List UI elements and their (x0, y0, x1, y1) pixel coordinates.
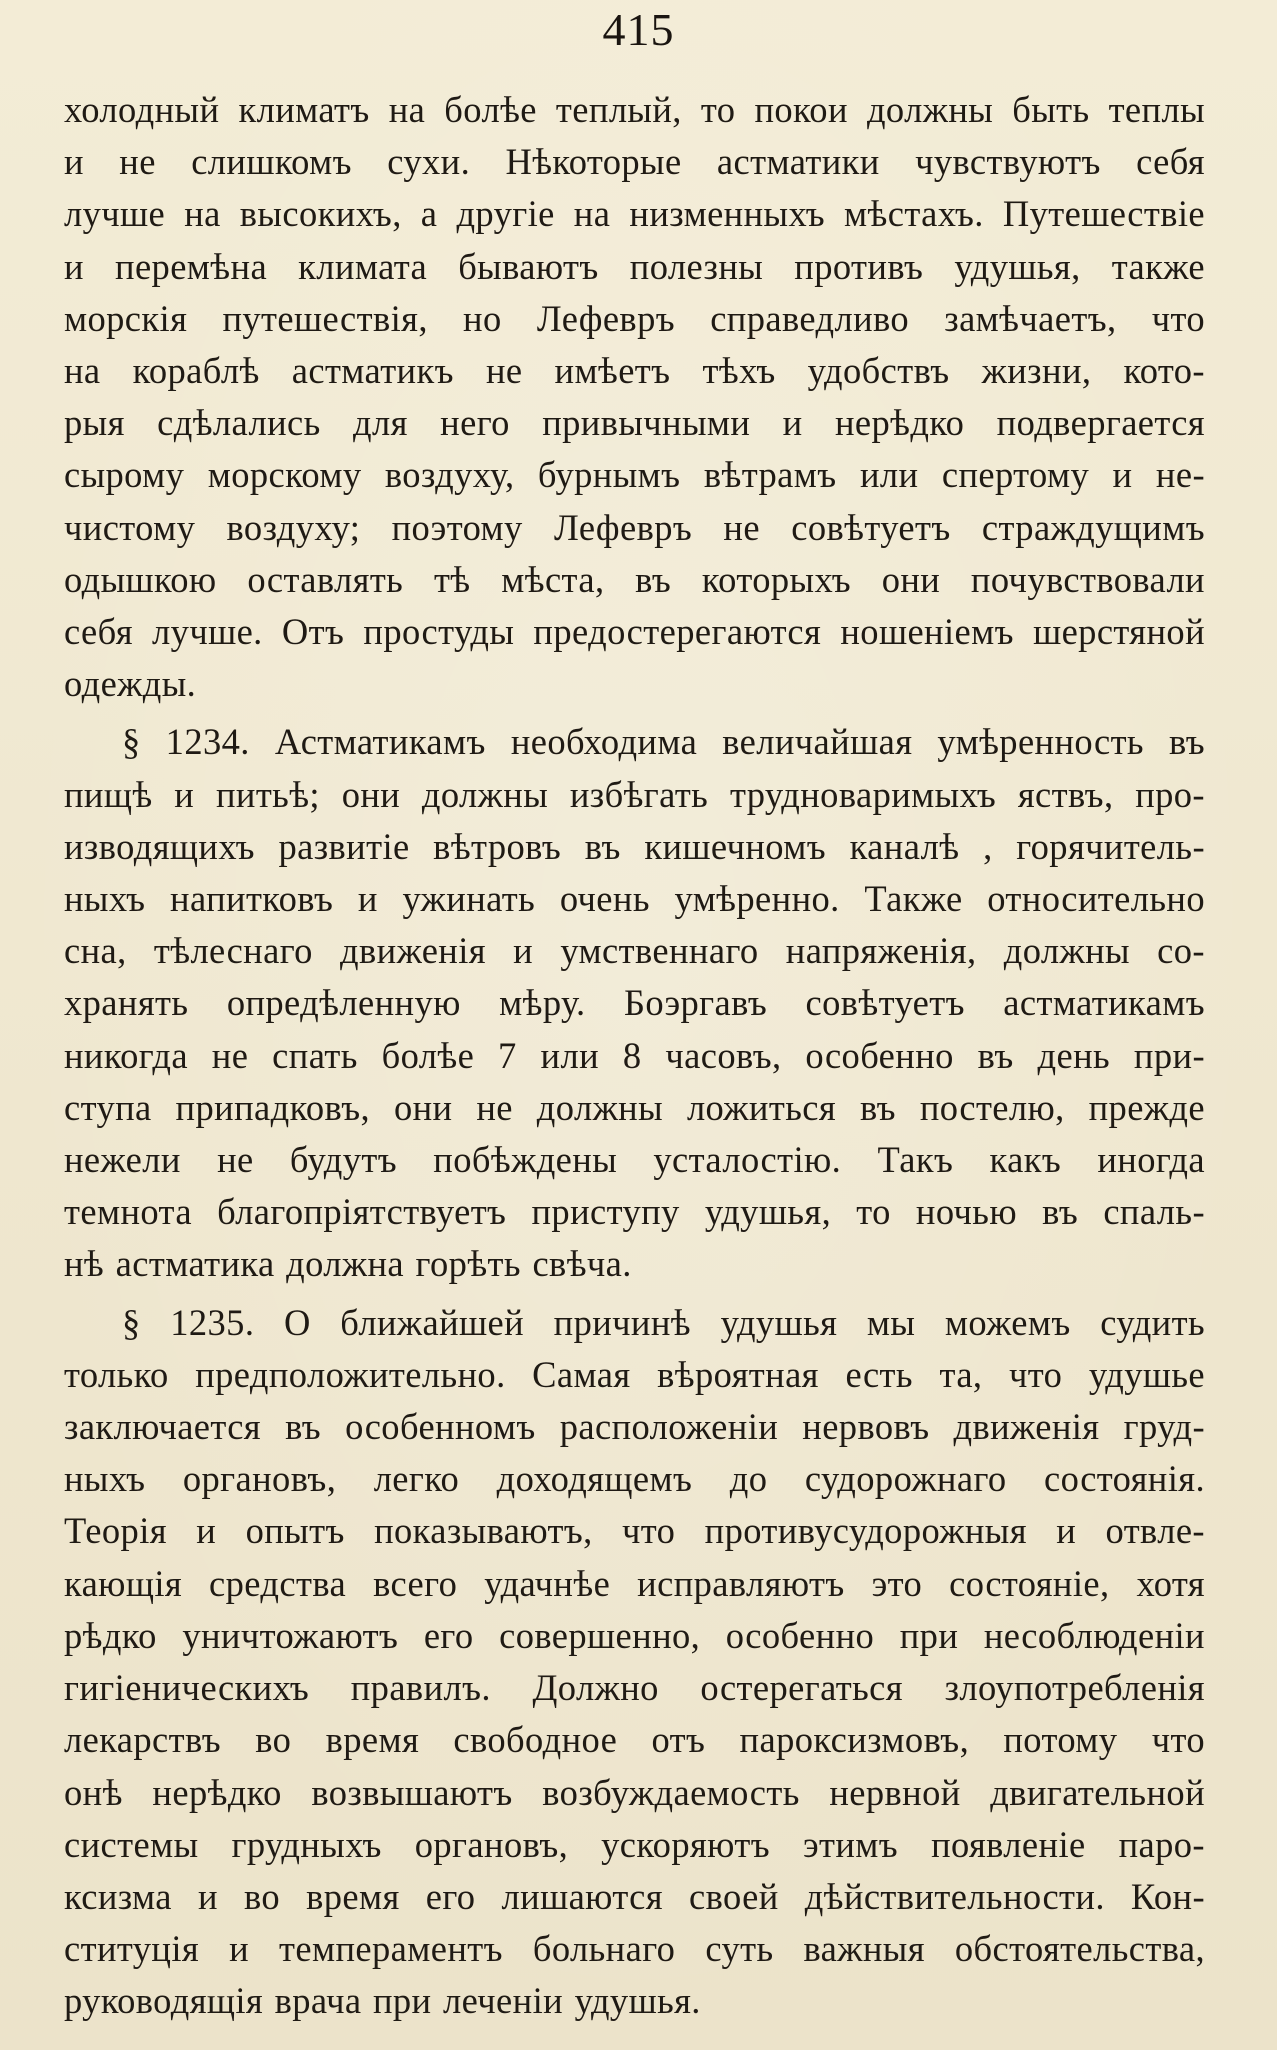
text-line: сна, тѣлеснаго движенія и умственнаго напряженія, должны со- (64, 930, 1205, 972)
text-line: заключается въ особенномъ расположеніи нервовъ движенія груд- (64, 1406, 1205, 1448)
text-line: и перемѣна климата бываютъ полезны противъ удушья, также (64, 245, 1205, 287)
text-line: § 1234. Астматикамъ необходима величайшая умѣренность въ (122, 721, 1205, 763)
text-line: ныхъ органовъ, легко доходящемъ до судорожнаго состоянія. (64, 1458, 1205, 1500)
text-line: Теорія и опытъ показываютъ, что противусудорожныя и отвле- (64, 1510, 1205, 1552)
text-line: на кораблѣ астматикъ не имѣетъ тѣхъ удобствъ жизни, кото- (64, 350, 1205, 392)
text-line: только предположительно. Самая вѣроятная есть та, что удушье (64, 1353, 1205, 1395)
text-line: никогда не спать болѣе 7 или 8 часовъ, особенно въ день при- (64, 1034, 1205, 1076)
text-line: онѣ нерѣдко возвышаютъ возбуждаемость нервной двигательной (64, 1771, 1205, 1813)
text-line: пищѣ и питьѣ; они должны избѣгать трудноваримыхъ яствъ, про- (64, 773, 1205, 815)
text-line: ституція и темпераментъ больнаго суть важныя обстоятельства, (64, 1928, 1205, 1970)
text-line: чистому воздуху; поэтому Лефевръ не совѣтуетъ страждущимъ (64, 506, 1205, 548)
text-line: одышкою оставлять тѣ мѣста, въ которыхъ они почувствовали (64, 558, 1205, 600)
page-text (64, 84, 1205, 2028)
text-line: ксизма и во время его лишаются своей дѣйствительности. Кон- (64, 1875, 1205, 1917)
text-line: руководящія врача при леченіи удушья. (64, 1980, 701, 2022)
text-line: одежды. (64, 663, 197, 705)
paragraph (64, 84, 1205, 710)
text-line: холодный климатъ на болѣе теплый, то покои должны быть теплы (64, 89, 1205, 130)
text-line: гигіеническихъ правилъ. Должно остерегаться злоупотребленія (64, 1667, 1205, 1709)
text-line: лекарствъ во время свободное отъ пароксизмовъ, потому что (64, 1719, 1205, 1761)
paragraph-1234 (64, 716, 1205, 1290)
paragraph-1235 (64, 1297, 1205, 2028)
text-line: кающія средства всего удачнѣе исправляютъ это состояніе, хотя (64, 1562, 1205, 1604)
text-line: морскія путешествія, но Лефевръ справедливо замѣчаетъ, что (64, 297, 1205, 339)
text-line: ныхъ напитковъ и ужинать очень умѣренно. Также относительно (64, 878, 1205, 920)
text-line: нежели не будутъ побѣждены усталостію. Такъ какъ иногда (64, 1139, 1205, 1181)
page-number: 415 (602, 4, 675, 55)
text-line: ступа припадковъ, они не должны ложиться въ постелю, прежде (64, 1086, 1205, 1128)
text-line: системы грудныхъ органовъ, ускоряютъ этимъ появленіе паро- (64, 1823, 1205, 1865)
text-line: хранять опредѣленную мѣру. Боэргавъ совѣтуетъ астматикамъ (64, 982, 1205, 1024)
text-line: рыя сдѣлались для него привычными и нерѣдко подвергается (64, 402, 1205, 444)
text-line: нѣ астматика должна горѣть свѣча. (64, 1243, 632, 1285)
text-line: и не слишкомъ сухи. Нѣкоторые астматики чувствуютъ себя (64, 141, 1205, 183)
text-line: лучше на высокихъ, а другіе на низменныхъ мѣстахъ. Путешествіе (64, 193, 1205, 235)
text-line: сырому морскому воздуху, бурнымъ вѣтрамъ или спертому и не- (64, 454, 1205, 496)
text-line: себя лучше. Отъ простуды предостерегаются ношеніемъ шерстяной (64, 611, 1205, 653)
text-line: изводящихъ развитіе вѣтровъ въ кишечномъ каналѣ , горячитель- (64, 825, 1205, 867)
text-line: рѣдко уничтожаютъ его совершенно, особенно при несоблюденіи (64, 1614, 1205, 1656)
text-line: темнота благопріятствуетъ приступу удушья, то ночью въ спаль- (64, 1191, 1205, 1233)
text-line: § 1235. О ближайшей причинѣ удушья мы можемъ судить (122, 1301, 1205, 1343)
